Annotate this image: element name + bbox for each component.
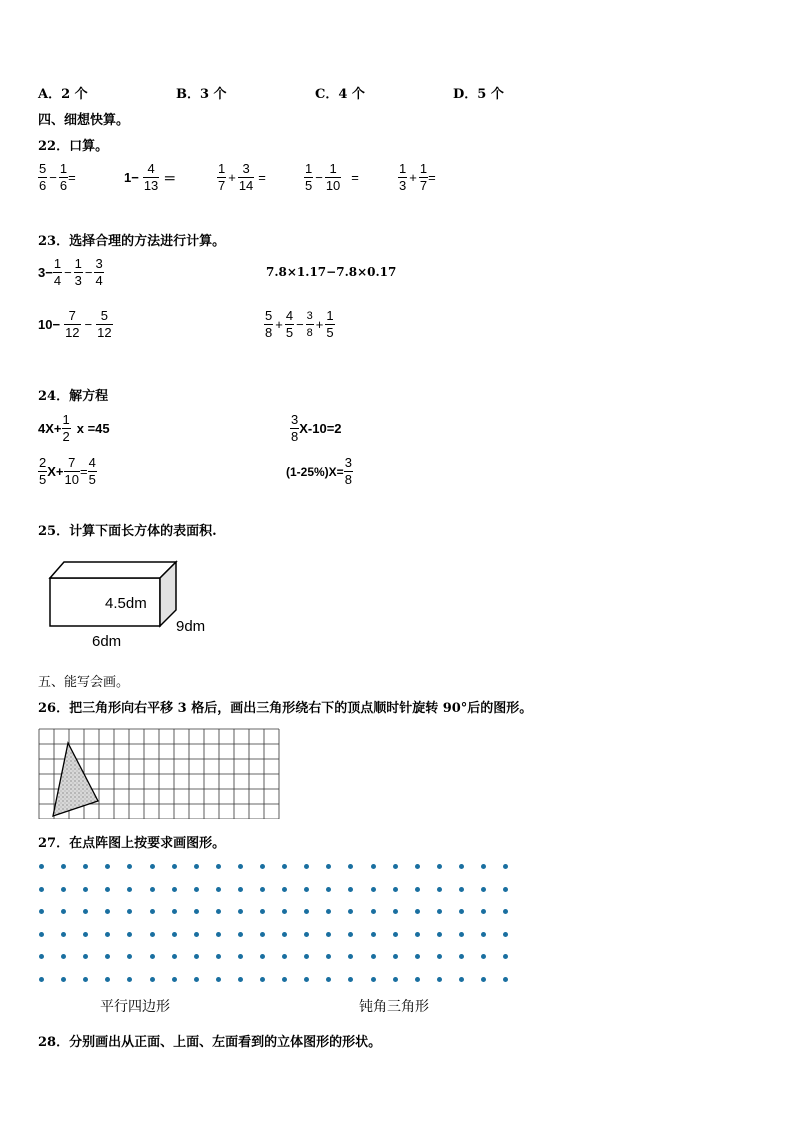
lattice-dot <box>194 887 199 892</box>
lattice-dot <box>503 864 508 869</box>
lattice-dot <box>172 932 177 937</box>
lattice-dot <box>503 909 508 914</box>
lattice-dot <box>238 954 243 959</box>
lattice-dot <box>304 932 309 937</box>
lattice-dot <box>437 864 442 869</box>
lattice-dot <box>348 977 353 982</box>
lattice-dot <box>371 954 376 959</box>
lattice-dot <box>304 954 309 959</box>
lattice-dot <box>194 954 199 959</box>
lattice-dot <box>393 954 398 959</box>
lattice-dot <box>105 909 110 914</box>
section-5-heading: 五、能写会画。 <box>38 675 130 690</box>
lattice-dot <box>415 864 420 869</box>
lattice-dot <box>282 954 287 959</box>
lattice-dot <box>150 887 155 892</box>
lattice-dot <box>127 954 132 959</box>
lattice-dot <box>348 932 353 937</box>
lattice-dot <box>393 932 398 937</box>
lattice-dot <box>371 864 376 869</box>
choice-b: B．3 个 <box>176 87 227 102</box>
lattice-dot <box>150 932 155 937</box>
lattice-dot <box>371 909 376 914</box>
lattice-dot <box>481 932 486 937</box>
lattice-dot <box>216 909 221 914</box>
lattice-dot <box>481 909 486 914</box>
cuboid-height-label: 4.5dm <box>105 595 147 612</box>
lattice-dot <box>282 932 287 937</box>
lattice-dot <box>105 887 110 892</box>
lattice-dot <box>326 887 331 892</box>
lattice-dot <box>503 977 508 982</box>
lattice-dot <box>172 909 177 914</box>
lattice-dot <box>172 864 177 869</box>
lattice-dot <box>61 887 66 892</box>
cuboid-top-face <box>50 562 176 578</box>
lattice-dot <box>105 864 110 869</box>
lattice-dot <box>371 887 376 892</box>
lattice-dot <box>282 977 287 982</box>
lattice-dot <box>83 932 88 937</box>
lattice-dot <box>216 977 221 982</box>
lattice-dot <box>437 977 442 982</box>
dot-label-obtuse-triangle: 钝角三角形 <box>359 999 429 1015</box>
lattice-dot <box>437 887 442 892</box>
lattice-dot <box>39 864 44 869</box>
dot-label-parallelogram: 平行四边形 <box>100 999 170 1015</box>
lattice-dot <box>61 909 66 914</box>
lattice-dot <box>39 887 44 892</box>
lattice-dot <box>194 932 199 937</box>
lattice-dot <box>83 977 88 982</box>
lattice-dot <box>415 909 420 914</box>
lattice-dot <box>105 977 110 982</box>
lattice-dot <box>481 864 486 869</box>
q23-expr-1: 3− $\frac{1}{4}$ − $\frac{1}{3}$ − $\frac{3}{4}$ <box>38 256 103 288</box>
lattice-dot <box>326 932 331 937</box>
q22-item-2: 1− $\frac{4}{13}$ ＝ <box>124 161 177 193</box>
shaded-triangle <box>53 743 98 816</box>
lattice-dot <box>83 954 88 959</box>
lattice-dot <box>503 954 508 959</box>
lattice-dot <box>150 909 155 914</box>
lattice-dot <box>150 977 155 982</box>
lattice-dot <box>481 887 486 892</box>
lattice-dot <box>282 909 287 914</box>
lattice-dot <box>503 887 508 892</box>
q22-title: 22．口算。 <box>38 139 109 154</box>
lattice-dot <box>83 887 88 892</box>
lattice-dot <box>238 977 243 982</box>
choice-d: D．5 个 <box>453 87 504 102</box>
q24-eq-2: $\frac{3}{8}$ X-10=2 <box>291 412 342 444</box>
q23-title: 23．选择合理的方法进行计算。 <box>38 234 226 249</box>
lattice-dot <box>260 864 265 869</box>
lattice-dot <box>194 864 199 869</box>
lattice-dot <box>348 887 353 892</box>
q22-item-3: $\frac{1}{7}$ + $\frac{3}{14}$ = <box>218 161 266 193</box>
q24-title: 24．解方程 <box>38 389 109 404</box>
q23-expr-3: 10− $\frac{7}{12}$ − $\frac{5}{12}$ <box>38 308 112 340</box>
lattice-dot <box>326 864 331 869</box>
lattice-dot <box>393 909 398 914</box>
lattice-dot <box>216 887 221 892</box>
lattice-dot <box>459 909 464 914</box>
lattice-dot <box>304 864 309 869</box>
lattice-dot <box>415 977 420 982</box>
q26-title: 26．把三角形向右平移 3 格后，画出三角形绕右下的顶点顺时针旋转 90°后的图形。 <box>38 701 533 716</box>
cuboid-length-label: 6dm <box>92 633 122 650</box>
lattice-dot <box>348 954 353 959</box>
q25-title: 25．计算下面长方体的表面积. <box>38 524 217 539</box>
q24-eq-1: 4X+ $\frac{1}{2}$ x =45 <box>38 412 110 444</box>
lattice-dot <box>127 887 132 892</box>
lattice-dot <box>238 909 243 914</box>
lattice-dot <box>326 977 331 982</box>
lattice-dot <box>127 977 132 982</box>
lattice-dot <box>216 954 221 959</box>
lattice-dot <box>481 977 486 982</box>
lattice-dot <box>127 932 132 937</box>
lattice-dot <box>459 887 464 892</box>
lattice-dot <box>127 909 132 914</box>
lattice-dot <box>260 932 265 937</box>
lattice-dot <box>105 932 110 937</box>
lattice-dot <box>260 909 265 914</box>
lattice-dot <box>503 932 508 937</box>
q27-title: 27．在点阵图上按要求画图形。 <box>38 836 226 851</box>
lattice-dot <box>39 909 44 914</box>
lattice-dot <box>39 954 44 959</box>
q24-eq-4: (1-25%)X= $\frac{3}{8}$ <box>286 455 352 487</box>
lattice-dot <box>150 864 155 869</box>
lattice-dot <box>260 954 265 959</box>
section-4-heading: 四、细想快算。 <box>38 113 130 128</box>
lattice-dot <box>61 954 66 959</box>
lattice-dot <box>260 977 265 982</box>
q22-item-5: $\frac{1}{3}$ + $\frac{1}{7}$ = <box>399 161 436 193</box>
lattice-dot <box>61 932 66 937</box>
lattice-dot <box>282 887 287 892</box>
lattice-dot <box>326 954 331 959</box>
lattice-dot <box>105 954 110 959</box>
lattice-dot <box>127 864 132 869</box>
lattice-dot <box>437 954 442 959</box>
lattice-dot <box>415 932 420 937</box>
q23-expr-2: 7.8×1.17−7.8×0.17 <box>266 265 397 279</box>
lattice-dot <box>304 909 309 914</box>
lattice-dot <box>348 864 353 869</box>
lattice-dot <box>393 864 398 869</box>
translation-grid <box>38 728 281 819</box>
lattice-dot <box>304 887 309 892</box>
lattice-dot <box>304 977 309 982</box>
lattice-dot <box>172 977 177 982</box>
lattice-dot <box>39 977 44 982</box>
lattice-dot <box>481 954 486 959</box>
choice-a: A．2 个 <box>38 87 88 102</box>
choice-c: C．4 个 <box>315 87 365 102</box>
q22-item-4: $\frac{1}{5}$ − $\frac{1}{10}$ = <box>305 161 359 193</box>
lattice-dot <box>150 954 155 959</box>
lattice-dot <box>172 954 177 959</box>
cuboid-width-label: 9dm <box>176 618 206 635</box>
lattice-dot <box>194 909 199 914</box>
lattice-dot <box>172 887 177 892</box>
lattice-dot <box>437 932 442 937</box>
lattice-dot <box>61 864 66 869</box>
lattice-dot <box>393 887 398 892</box>
lattice-dot <box>459 932 464 937</box>
lattice-dot <box>348 909 353 914</box>
lattice-dot <box>459 977 464 982</box>
lattice-dot <box>459 864 464 869</box>
lattice-dot <box>415 954 420 959</box>
q24-eq-3: $\frac{2}{5}$ X+ $\frac{7}{10}$ = $\frac{4}{5}$ <box>39 455 96 487</box>
lattice-dot <box>260 887 265 892</box>
lattice-dot <box>393 977 398 982</box>
lattice-dot <box>371 932 376 937</box>
lattice-dot <box>459 954 464 959</box>
lattice-dot <box>39 932 44 937</box>
q22-item-1: $\frac{5}{6}$ − $\frac{1}{6}$ = <box>39 161 76 193</box>
lattice-dot <box>216 864 221 869</box>
lattice-dot <box>238 864 243 869</box>
lattice-dot <box>437 909 442 914</box>
lattice-dot <box>326 909 331 914</box>
lattice-dot <box>194 977 199 982</box>
lattice-dot <box>83 909 88 914</box>
lattice-dot <box>282 864 287 869</box>
lattice-dot <box>83 864 88 869</box>
lattice-dot <box>216 932 221 937</box>
q28-title: 28．分别画出从正面、上面、左面看到的立体图形的形状。 <box>38 1035 382 1050</box>
lattice-dot <box>415 887 420 892</box>
lattice-dot <box>61 977 66 982</box>
lattice-dot <box>238 932 243 937</box>
lattice-dot <box>371 977 376 982</box>
lattice-dot <box>238 887 243 892</box>
q23-expr-4: $\frac{5}{8}$ + $\frac{4}{5}$ − $\frac{3}{8}$ + $\frac{1}{5}$ <box>265 308 334 340</box>
